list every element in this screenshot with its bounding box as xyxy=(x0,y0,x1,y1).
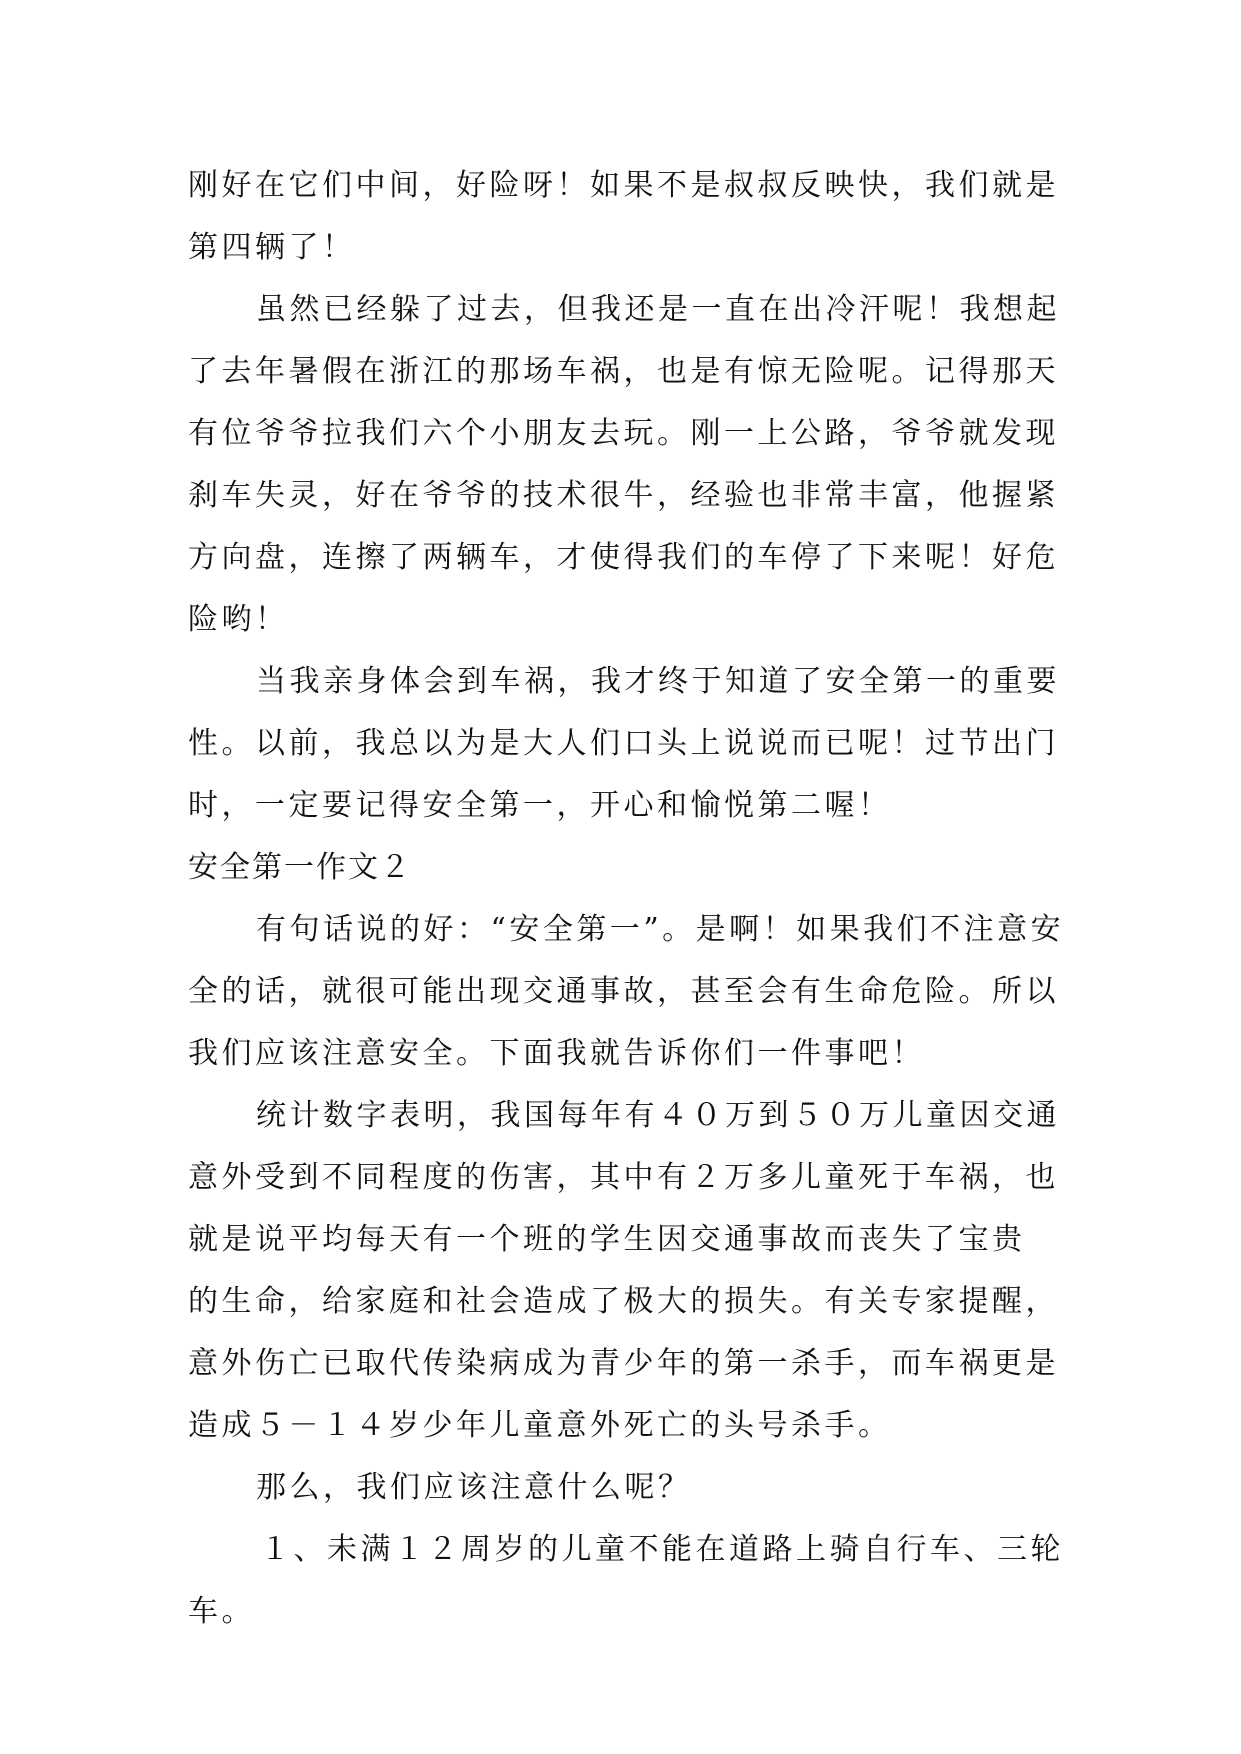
text-line: 性。以前，我总以为是大人们口头上说说而已呢！过节出门 xyxy=(188,726,1059,761)
text-line: 意外受到不同程度的伤害，其中有２万多儿童死于车祸，也 xyxy=(188,1160,1059,1195)
section-title: 安全第一作文２ xyxy=(188,850,412,885)
text-line: 车。 xyxy=(188,1594,255,1629)
text-line: 时，一定要记得安全第一，开心和愉悦第二喔！ xyxy=(188,788,892,823)
list-item-line: １、未满１２周岁的儿童不能在道路上骑自行车、三轮 xyxy=(260,1532,1064,1567)
document-page xyxy=(188,155,1065,1643)
text-line: 第四辆了！ xyxy=(188,230,356,265)
text-line: 造成５－１４岁少年儿童意外死亡的头号杀手。 xyxy=(188,1408,892,1443)
text-line: 意外伤亡已取代传染病成为青少年的第一杀手，而车祸更是 xyxy=(188,1346,1059,1381)
text-line: 我们应该注意安全。下面我就告诉你们一件事吧！ xyxy=(188,1036,925,1071)
text-line: 的生命，给家庭和社会造成了极大的损失。有关专家提醒， xyxy=(188,1284,1059,1319)
text-line: 险哟！ xyxy=(188,602,289,637)
paragraph-start-line: 统计数字表明，我国每年有４０万到５０万儿童因交通 xyxy=(256,1098,1060,1133)
paragraph-start-line: 当我亲身体会到车祸，我才终于知道了安全第一的重要 xyxy=(256,664,1060,699)
paragraph-start-line: 那么，我们应该注意什么呢？ xyxy=(256,1470,692,1505)
text-line: 刚好在它们中间，好险呀！如果不是叔叔反映快，我们就是 xyxy=(188,168,1059,203)
text-line: 了去年暑假在浙江的那场车祸，也是有惊无险呢。记得那天 xyxy=(188,354,1059,389)
text-line: 就是说平均每天有一个班的学生因交通事故而丧失了宝贵 xyxy=(188,1222,1026,1257)
paragraph-start-line: 有句话说的好：“安全第一”。是啊！如果我们不注意安 xyxy=(256,912,1065,947)
text-line: 刹车失灵，好在爷爷的技术很牛，经验也非常丰富，他握紧 xyxy=(188,478,1059,513)
text-line: 方向盘，连擦了两辆车，才使得我们的车停了下来呢！好危 xyxy=(188,540,1059,575)
text-line: 全的话，就很可能出现交通事故，甚至会有生命危险。所以 xyxy=(188,974,1059,1009)
text-line: 有位爷爷拉我们六个小朋友去玩。刚一上公路，爷爷就发现 xyxy=(188,416,1059,451)
paragraph-start-line: 虽然已经躲了过去，但我还是一直在出冷汗呢！我想起 xyxy=(256,292,1060,327)
